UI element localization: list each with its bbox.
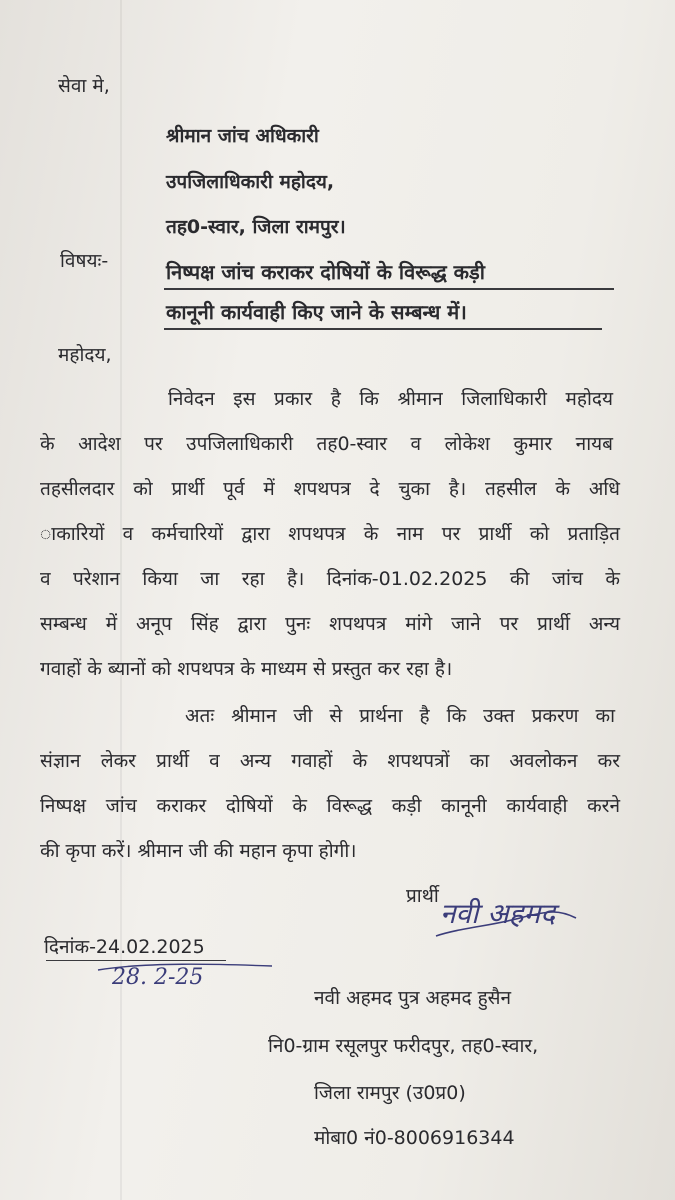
- body-line-6: सम्बन्ध में अनूप सिंह द्वारा पुनः शपथपत्र मांगे जाने पर प्रार्थी अन्य: [40, 613, 620, 635]
- sender-address-1: नि0-ग्राम रसूलपुर फरीदपुर, तह0-स्वार,: [268, 1035, 539, 1057]
- applicant-label: प्रार्थी: [406, 885, 439, 907]
- addressee-line-1: श्रीमान जांच अधिकारी: [166, 125, 319, 147]
- sender-address-2: जिला रामपुर (उ0प्र0): [314, 1082, 466, 1104]
- subject-label: विषयः-: [60, 250, 109, 272]
- addressee-line-2: उपजिलाधिकारी महोदय,: [166, 171, 335, 193]
- signature: नवी अहमद: [440, 897, 556, 930]
- signature-stroke: [430, 888, 580, 948]
- subject-underline-2: [164, 328, 602, 330]
- sender-mobile: मोबा0 नं0-8006916344: [314, 1127, 515, 1149]
- request-line-3: निष्पक्ष जांच कराकर दोषियों के विरूद्ध कड़ी कानूनी कार्यवाही करने: [40, 795, 620, 817]
- body-line-3: तहसीलदार को प्रार्थी पूर्व में शपथपत्र दे चुका है। तहसील के अधि: [40, 478, 620, 500]
- salutation-to: सेवा मे,: [58, 75, 110, 97]
- request-line-2: संज्ञान लेकर प्रार्थी व अन्य गवाहों के शपथपत्रों का अवलोकन कर: [40, 750, 620, 772]
- body-line-2: के आदेश पर उपजिलाधिकारी तह0-स्वार व लोकेश कुमार नायब: [40, 433, 613, 455]
- request-line-1: अतः श्रीमान जी से प्रार्थना है कि उक्त प्रकरण का: [185, 705, 615, 727]
- body-line-5: व परेशान किया जा रहा है। दिनांक-01.02.2025 की जांच के: [40, 568, 620, 590]
- sender-name: नवी अहमद पुत्र अहमद हुसैन: [314, 987, 512, 1009]
- body-line-7: गवाहों के ब्यानों को शपथपत्र के माध्यम से प्रस्तुत कर रहा है।: [40, 658, 453, 680]
- handwritten-date: 28. 2-25: [112, 965, 204, 990]
- subject-line-1: निष्पक्ष जांच कराकर दोषियों के विरूद्ध कड़ी: [166, 260, 485, 284]
- body-line-1: निवेदन इस प्रकार है कि श्रीमान जिलाधिकारी महोदय: [168, 388, 613, 410]
- request-line-4: की कृपा करें। श्रीमान जी की महान कृपा होगी।: [40, 840, 357, 862]
- paper-fold: [120, 0, 122, 1200]
- date-label: दिनांक-24.02.2025: [44, 936, 205, 958]
- greeting: महोदय,: [58, 344, 112, 366]
- addressee-line-3: तह0-स्वार, जिला रामपुर।: [166, 216, 346, 238]
- subject-line-2: कानूनी कार्यवाही किए जाने के सम्बन्ध में।: [166, 300, 467, 324]
- subject-underline-1: [164, 288, 614, 290]
- body-line-4: ाकारियों व कर्मचारियों द्वारा शपथपत्र के नाम पर प्रार्थी को प्रताड़ित: [40, 523, 620, 545]
